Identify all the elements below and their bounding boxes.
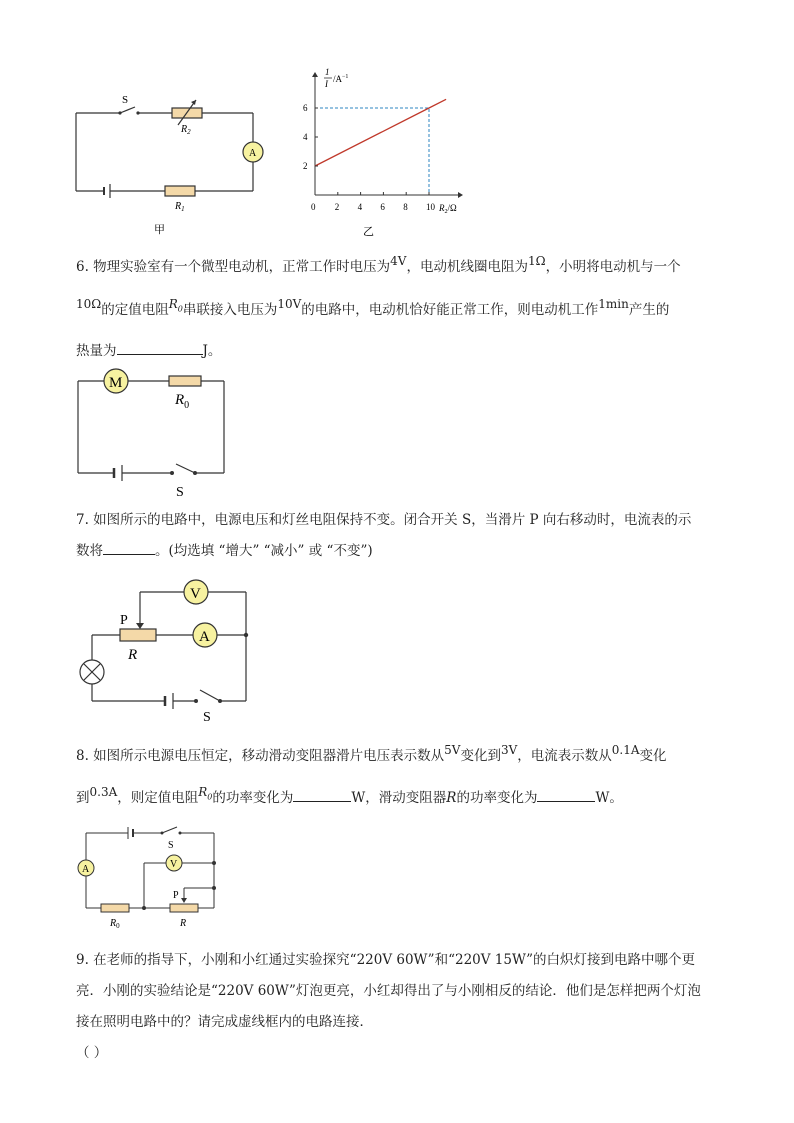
slider-label: P — [120, 613, 128, 628]
q9-text: 接在照明电路中的？请完成虚线框内的电路连接． — [76, 1014, 373, 1030]
question-7 — [76, 509, 726, 562]
caption-jia: 甲 — [154, 224, 165, 236]
switch-label: S — [203, 710, 211, 725]
voltmeter-label: V — [190, 586, 201, 602]
q8-answer-blank-2[interactable] — [537, 787, 595, 802]
circuit-q7 — [70, 575, 260, 725]
r-label: R — [180, 918, 187, 929]
q8-text: 变化 — [639, 748, 667, 764]
circuit-q8 — [74, 820, 224, 935]
q8-text: 的功率变化为 — [456, 790, 538, 806]
switch-label: S — [122, 94, 129, 106]
q6-text: ，小明将电动机与一个 — [545, 259, 681, 275]
slider-label: P — [173, 890, 179, 901]
q6-text: 串联接入电压为 — [182, 302, 278, 318]
q6-fixed-resistance: 10Ω — [76, 297, 102, 311]
q8-text: 8. 如图所示电源电压恒定，移动滑动变阻器滑片电压表示数从 — [76, 748, 445, 764]
q9-answer-parens[interactable]: （ ） — [76, 1045, 108, 1061]
x-tick-label: 10 — [426, 202, 435, 212]
q6-text: 的定值电阻 — [101, 302, 169, 318]
q8-text: 的功率变化为 — [212, 790, 294, 806]
q8-text: ，则定值电阻 — [117, 790, 199, 806]
q7-answer-blank[interactable] — [103, 540, 155, 555]
q8-current-start: 0.1A — [611, 743, 640, 757]
q6-r0: $R_0$ — [168, 297, 183, 314]
q8-current-end: 0.3A — [89, 785, 118, 799]
q6-time: 1min — [598, 297, 629, 311]
series-line — [315, 99, 446, 166]
switch-label: S — [176, 485, 184, 500]
q6-text: 的电路中，电动机恰好能正常工作，则电动机工作 — [301, 302, 599, 318]
q8-text: ，电流表示数从 — [517, 748, 612, 764]
q6-answer-blank[interactable] — [117, 340, 203, 355]
y-tick-label: 4 — [303, 132, 308, 142]
x-tick-label: 2 — [334, 202, 340, 212]
question-9 — [76, 945, 726, 1069]
resistor-label: $R_1$ — [175, 201, 185, 213]
r0-label: $R_0$ — [110, 918, 120, 930]
rheostat-label: $R_2$ — [181, 124, 191, 136]
q6-text: 热量为 — [76, 343, 117, 360]
y-tick-label: 6 — [303, 103, 308, 113]
switch-label: S — [168, 840, 174, 851]
q7-text: 7. 如图所示的电路中，电源电压和灯丝电阻保持不变。闭合开关 S，当滑片 P 向右移动时，电流表的示 — [76, 512, 692, 528]
x-axis-label: $R_2/\Omega$ — [439, 203, 457, 215]
q6-source-voltage: 10V — [277, 297, 302, 311]
voltmeter-label: V — [170, 859, 178, 870]
q7-text: 数将 — [76, 543, 103, 559]
q8-text: 变化到 — [460, 748, 501, 764]
q8-r0: $R_0$ — [198, 785, 213, 802]
q6-text: 6. 物理实验室有一个微型电动机，正常工作时电压为 — [76, 259, 391, 275]
q8-voltage-start: 5V — [444, 743, 461, 757]
y-axis-label: 1 — [325, 67, 330, 77]
motor-label: M — [109, 375, 123, 391]
circuit-jia — [60, 85, 280, 240]
q6-coil-resistance: 1Ω — [527, 254, 546, 268]
q9-text: 9. 在老师的指导下，小刚和小红通过实验探究“220V 60W”和“220V 15W”的白炽灯接到电路中哪个更 — [76, 952, 696, 968]
q9-text: 亮．小刚的实验结论是“220V 60W”灯泡更亮，小红却得出了与小刚相反的结论．他们是怎样把两个灯泡 — [76, 983, 701, 999]
q8-voltage-end: 3V — [500, 743, 518, 757]
rheostat-label: R — [128, 647, 138, 663]
y-axis-label-den: I — [325, 79, 328, 89]
r0-label: $R_0$ — [175, 392, 190, 411]
q6-text: 产生的 — [628, 302, 670, 318]
q7-text: 。(均选填 “增大” “减小” 或 “不变”) — [155, 543, 373, 559]
origin-label: 0 — [311, 202, 316, 212]
q6-text: J。 — [202, 343, 222, 360]
q8-text: W，滑动变阻器 — [351, 790, 447, 806]
q6-text: ，电动机线圈电阻为 — [406, 259, 528, 275]
x-tick-label: 6 — [380, 202, 385, 212]
ammeter-label: A — [199, 629, 210, 645]
graph-yi — [295, 62, 485, 242]
q6-voltage: 4V — [390, 254, 407, 268]
q8-text: W。 — [595, 790, 623, 806]
q8-text: 到 — [76, 790, 90, 806]
question-6 — [76, 256, 726, 362]
y-tick-label: 2 — [303, 161, 308, 171]
y-axis-unit: $/A^{-1}$ — [333, 74, 349, 84]
x-tick-label: 4 — [357, 202, 363, 212]
q8-r: R — [446, 790, 457, 806]
ammeter-label: A — [82, 864, 90, 875]
ammeter-label: A — [249, 148, 257, 159]
caption-yi: 乙 — [363, 226, 374, 238]
q8-answer-blank-1[interactable] — [293, 787, 351, 802]
x-tick-label: 8 — [403, 202, 408, 212]
guide-line — [315, 108, 429, 195]
question-8 — [76, 745, 726, 814]
circuit-q6 — [70, 363, 235, 503]
